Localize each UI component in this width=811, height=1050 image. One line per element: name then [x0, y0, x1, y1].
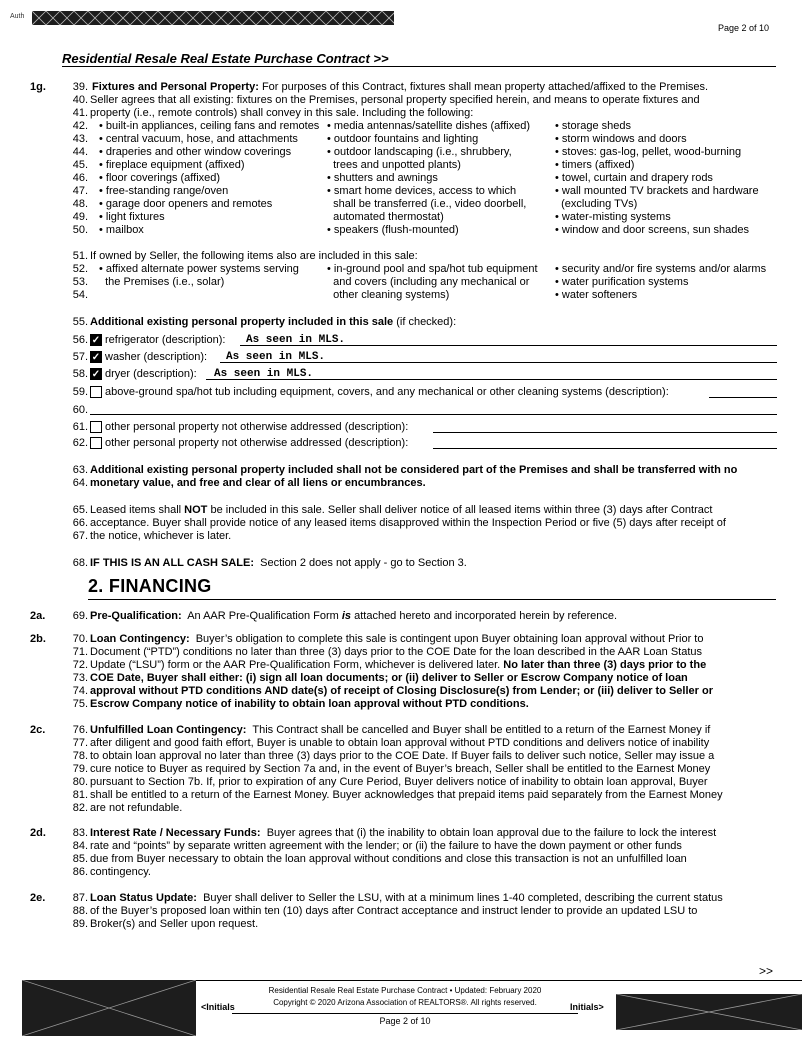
refrigerator-description-field[interactable] — [240, 333, 777, 346]
washer-description-field[interactable] — [220, 350, 777, 363]
line-number: 54. — [72, 289, 88, 301]
header-rule — [62, 66, 776, 67]
line-number: 44. — [72, 146, 88, 158]
fixtures-heading: Fixtures and Personal Property: — [92, 81, 259, 93]
redaction-cross — [22, 980, 196, 1036]
line-82: are not refundable. — [90, 802, 183, 814]
line-number: 48. — [72, 198, 88, 210]
line-number: 89. — [72, 918, 88, 930]
other-property-1-checkbox[interactable] — [90, 421, 102, 433]
line-number: 52. — [72, 263, 88, 275]
line-72 — [90, 659, 706, 671]
line-number: 78. — [72, 750, 88, 762]
list-item: • window and door screens, sun shades — [555, 224, 750, 236]
washer-checkbox[interactable]: ✓ — [91, 352, 101, 363]
line-77: after diligent and good faith effort, Buyer is unable to obtain loan approval without PTD conditions and delivers notice of inability — [90, 737, 710, 749]
refrigerator-description-value: As seen in MLS. — [246, 334, 346, 346]
line-87 — [90, 892, 723, 904]
line-70 — [90, 633, 703, 645]
line-number: 53. — [72, 276, 88, 288]
line-number: 68. — [72, 557, 88, 569]
section-label-2e: 2e. — [30, 892, 46, 904]
line-51: If owned by Seller, the following items also are included in this sale: — [90, 250, 418, 262]
if-checked-note: (if checked): — [393, 316, 457, 328]
line-number: 72. — [72, 659, 88, 671]
list-item: • wall mounted TV brackets and hardware — [555, 185, 759, 197]
line-number: 67. — [72, 530, 88, 542]
spa-label: above-ground spa/hot tub including equipment, covers, and any mechanical or other cleaning systems (description): — [105, 386, 669, 398]
list-item: • water purification systems — [555, 276, 689, 288]
line-number: 58. — [72, 368, 88, 380]
all-cash-heading: IF THIS IS AN ALL CASH SALE: — [90, 557, 254, 569]
loan-status-heading: Loan Status Update: — [90, 892, 197, 904]
line-number: 64. — [72, 477, 88, 489]
list-item: • storm windows and doors — [555, 133, 687, 145]
line-65 — [90, 504, 712, 516]
list-item: shall be transferred (i.e., video doorbell, — [327, 198, 527, 210]
line-83 — [90, 827, 716, 839]
spa-description-continued-field[interactable] — [90, 402, 777, 415]
fixtures-text: For purposes of this Contract, fixtures shall mean property attached/affixed to the Premises. — [258, 81, 709, 93]
list-item: other cleaning systems) — [327, 289, 450, 301]
line-39 — [90, 81, 708, 93]
document-header: Residential Resale Real Estate Purchase Contract >> — [62, 51, 389, 66]
redacted-initials-right — [616, 994, 802, 1030]
initials-left-label: <Initials — [201, 1002, 235, 1012]
unfulfilled-text: This Contract shall be cancelled and Buyer shall be entitled to a return of the Earnest Money if — [246, 724, 711, 736]
line-78: to obtain loan approval no later than three (3) days prior to the COE Date. If Buyer fails to deliver such notice, Seller may issue a — [90, 750, 715, 762]
list-item: • stoves: gas-log, pellet, wood-burning — [555, 146, 742, 158]
line-number: 43. — [72, 133, 88, 145]
list-item: • outdoor landscaping (i.e., shrubbery, — [327, 146, 512, 158]
redaction-cross — [616, 994, 802, 1030]
page-number: Page 2 of 10 — [717, 23, 769, 33]
section-label-2d: 2d. — [30, 827, 46, 839]
footer-line-1: Residential Resale Real Estate Purchase Contract • Updated: February 2020 — [268, 986, 542, 995]
list-item: • built-in appliances, ceiling fans and remotes — [99, 120, 320, 132]
line-55 — [90, 316, 456, 328]
line-74: approval without PTD conditions AND date(s) of receipt of Closing Disclosure(s) from Lender; or (iii) deliver to Seller or — [90, 685, 713, 697]
lsu-bold-text: No later than three (3) days prior to the — [503, 659, 707, 671]
list-item: • mailbox — [99, 224, 144, 236]
loan-contingency-heading: Loan Contingency: — [90, 633, 190, 645]
list-item: • fireplace equipment (affixed) — [99, 159, 245, 171]
next-page-arrow: >> — [758, 964, 773, 978]
section-label-2c: 2c. — [30, 724, 46, 736]
list-item: trees and unpotted plants) — [327, 159, 461, 171]
list-item: • affixed alternate power systems serving — [99, 263, 299, 275]
footer-divider — [232, 1013, 578, 1014]
list-item: • security and/or fire systems and/or alarms — [555, 263, 767, 275]
redaction-pattern — [32, 11, 394, 25]
footer-line-2: Copyright © 2020 Arizona Association of REALTORS®. All rights reserved. — [273, 998, 537, 1007]
line-number: 61. — [72, 421, 88, 433]
not-emphasis: NOT — [184, 504, 208, 516]
line-number: 56. — [72, 334, 88, 346]
line-84: rate and “points” by separate written agreement with the lender; or (ii) the failure to have the down payment or other funds — [90, 840, 682, 852]
line-number: 84. — [72, 840, 88, 852]
refrigerator-label: refrigerator (description): — [105, 334, 226, 346]
line-88: of the Buyer’s proposed loan within ten (10) days after Contract acceptance and instruct lender to provide an updated LSU to — [90, 905, 698, 917]
leased-items-text: Leased items shall — [90, 504, 185, 516]
line-number: 39. — [72, 81, 88, 93]
loan-status-text: Buyer shall deliver to Seller the LSU, with at a minimum lines 1-40 completed, describing the current status — [196, 892, 723, 904]
line-number: 50. — [72, 224, 88, 236]
line-number: 77. — [72, 737, 88, 749]
pre-qualification-text-cont: attached hereto and incorporated herein by reference. — [351, 610, 618, 622]
list-item: • free-standing range/oven — [99, 185, 229, 197]
washer-description-value: As seen in MLS. — [226, 351, 326, 363]
line-number: 63. — [72, 464, 88, 476]
line-number: 86. — [72, 866, 88, 878]
section-label-2a: 2a. — [30, 610, 46, 622]
list-item: • speakers (flush-mounted) — [327, 224, 459, 236]
leased-items-text-cont: be included in this sale. Seller shall deliver notice of all leased items within three (3) days after Contract — [207, 504, 713, 516]
initials-right-label: Initials> — [570, 1002, 604, 1012]
line-71: Document (“PTD”) conditions no later than three (3) days prior to the COE Date for the loan described in the AAR Loan Status — [90, 646, 703, 658]
interest-rate-text: Buyer agrees that (i) the inability to obtain loan approval due to the failure to lock the interest — [260, 827, 717, 839]
list-item: • shutters and awnings — [327, 172, 438, 184]
list-item: (excluding TVs) — [555, 198, 638, 210]
line-67: the notice, whichever is later. — [90, 530, 232, 542]
list-item: • smart home devices, access to which — [327, 185, 517, 197]
line-41: property (i.e., remote controls) shall convey in this sale. Including the following: — [90, 107, 474, 119]
spa-checkbox[interactable] — [90, 386, 102, 398]
line-number: 83. — [72, 827, 88, 839]
unfulfilled-heading: Unfulfilled Loan Contingency: — [90, 724, 247, 736]
redacted-signature-bar — [32, 11, 394, 25]
line-number: 42. — [72, 120, 88, 132]
dryer-label: dryer (description): — [105, 368, 197, 380]
list-item: automated thermostat) — [327, 211, 444, 223]
list-item: • outdoor fountains and lighting — [327, 133, 479, 145]
line-86: contingency. — [90, 866, 151, 878]
redacted-initials-left — [22, 980, 196, 1036]
list-item: • storage sheds — [555, 120, 632, 132]
line-number: 40. — [72, 94, 88, 106]
is-emphasis: is — [341, 610, 352, 622]
line-number: 85. — [72, 853, 88, 865]
line-number: 45. — [72, 159, 88, 171]
line-68 — [90, 557, 467, 569]
line-number: 82. — [72, 802, 88, 814]
line-number: 73. — [72, 672, 88, 684]
line-number: 70. — [72, 633, 88, 645]
other-property-2-checkbox[interactable] — [90, 437, 102, 449]
line-number: 62. — [72, 437, 88, 449]
line-66: acceptance. Buyer shall provide notice of any leased items disapproved within the Inspection Period or five (5) days after receipt of — [90, 517, 726, 529]
line-76 — [90, 724, 710, 736]
line-number: 41. — [72, 107, 88, 119]
line-number: 47. — [72, 185, 88, 197]
section-label-2b: 2b. — [30, 633, 46, 645]
refrigerator-checkbox[interactable]: ✓ — [91, 335, 101, 346]
line-73: COE Date, Buyer shall either: (i) sign all loan documents; or (ii) deliver to Seller or Escrow Company notice of loan — [90, 672, 688, 684]
line-number: 80. — [72, 776, 88, 788]
list-item: • central vacuum, hose, and attachments — [99, 133, 298, 145]
other-property-2-label: other personal property not otherwise addressed (description): — [105, 437, 409, 449]
line-64: monetary value, and free and clear of all liens or encumbrances. — [90, 477, 426, 489]
list-item: • water softeners — [555, 289, 638, 301]
line-63: Additional existing personal property included shall not be considered part of the Premises and shall be transferred with no — [90, 464, 738, 476]
line-number: 66. — [72, 517, 88, 529]
all-cash-text: Section 2 does not apply - go to Section 3. — [254, 557, 467, 569]
line-79: cure notice to Buyer as required by Section 7a and, in the event of Buyer’s breach, Seller shall be entitled to the Earnest Money — [90, 763, 711, 775]
line-85: due from Buyer necessary to obtain the loan approval without conditions and close this transaction is not an unfulfilled loan — [90, 853, 687, 865]
list-item: • draperies and other window coverings — [99, 146, 292, 158]
line-number: 71. — [72, 646, 88, 658]
washer-label: washer (description): — [105, 351, 208, 363]
line-number: 79. — [72, 763, 88, 775]
list-item: • water-misting systems — [555, 211, 671, 223]
spa-description-field[interactable] — [709, 385, 777, 398]
list-item: • floor coverings (affixed) — [99, 172, 221, 184]
line-number: 81. — [72, 789, 88, 801]
line-number: 55. — [72, 316, 88, 328]
line-number: 65. — [72, 504, 88, 516]
line-number: 49. — [72, 211, 88, 223]
line-80: pursuant to Section 7b. If, prior to expiration of any Cure Period, Buyer delivers notice of inability to obtain loan approval, Buyer — [90, 776, 708, 788]
loan-contingency-text: Buyer’s obligation to complete this sale is contingent upon Buyer obtaining loan approval without Prior to — [189, 633, 704, 645]
additional-property-heading: Additional existing personal property included in this sale — [90, 316, 394, 328]
list-item: the Premises (i.e., solar) — [99, 276, 225, 288]
list-item: • in-ground pool and spa/hot tub equipment — [327, 263, 538, 275]
list-item: • timers (affixed) — [555, 159, 635, 171]
list-item: • garage door openers and remotes — [99, 198, 273, 210]
other-property-1-label: other personal property not otherwise addressed (description): — [105, 421, 409, 433]
line-number: 88. — [72, 905, 88, 917]
line-number: 59. — [72, 386, 88, 398]
line-number: 75. — [72, 698, 88, 710]
line-number: 57. — [72, 351, 88, 363]
section-2-title: 2. FINANCING — [88, 576, 212, 596]
other-property-2-field[interactable] — [433, 436, 777, 449]
lsu-text: Update (“LSU”) form or the AAR Pre-Qualification Form, whichever is delivered later. — [90, 659, 504, 671]
line-number: 46. — [72, 172, 88, 184]
interest-rate-heading: Interest Rate / Necessary Funds: — [90, 827, 261, 839]
line-number: 69. — [72, 610, 88, 622]
other-property-1-field[interactable] — [433, 420, 777, 433]
pre-qualification-heading: Pre-Qualification: — [90, 610, 182, 622]
list-item: • towel, curtain and drapery rods — [555, 172, 713, 184]
auth-label: Auth — [10, 13, 25, 20]
line-number: 76. — [72, 724, 88, 736]
line-number: 87. — [72, 892, 88, 904]
line-40: Seller agrees that all existing: fixtures on the Premises, personal property specified herein, and means to operate fixtures and — [90, 94, 700, 106]
section-label-1g: 1g. — [30, 81, 46, 93]
footer-page-number: Page 2 of 10 — [379, 1016, 431, 1026]
list-item: • light fixtures — [99, 211, 165, 223]
dryer-description-field[interactable] — [206, 367, 777, 380]
dryer-description-value: As seen in MLS. — [214, 368, 314, 380]
pre-qualification-text: An AAR Pre-Qualification Form — [181, 610, 342, 622]
line-number: 60. — [72, 404, 88, 416]
section-2-rule — [88, 599, 776, 600]
line-81: shall be entitled to a return of the Earnest Money. Buyer acknowledges that prepaid items paid separately from the Earnest Money — [90, 789, 723, 801]
line-75: Escrow Company notice of inability to obtain loan approval without PTD conditions. — [90, 698, 529, 710]
line-89: Broker(s) and Seller upon request. — [90, 918, 259, 930]
line-69 — [90, 610, 617, 622]
line-number: 74. — [72, 685, 88, 697]
dryer-checkbox[interactable]: ✓ — [91, 369, 101, 380]
list-item: • media antennas/satellite dishes (affixed) — [327, 120, 530, 132]
list-item: and covers (including any mechanical or — [327, 276, 530, 288]
line-number: 51. — [72, 250, 88, 262]
